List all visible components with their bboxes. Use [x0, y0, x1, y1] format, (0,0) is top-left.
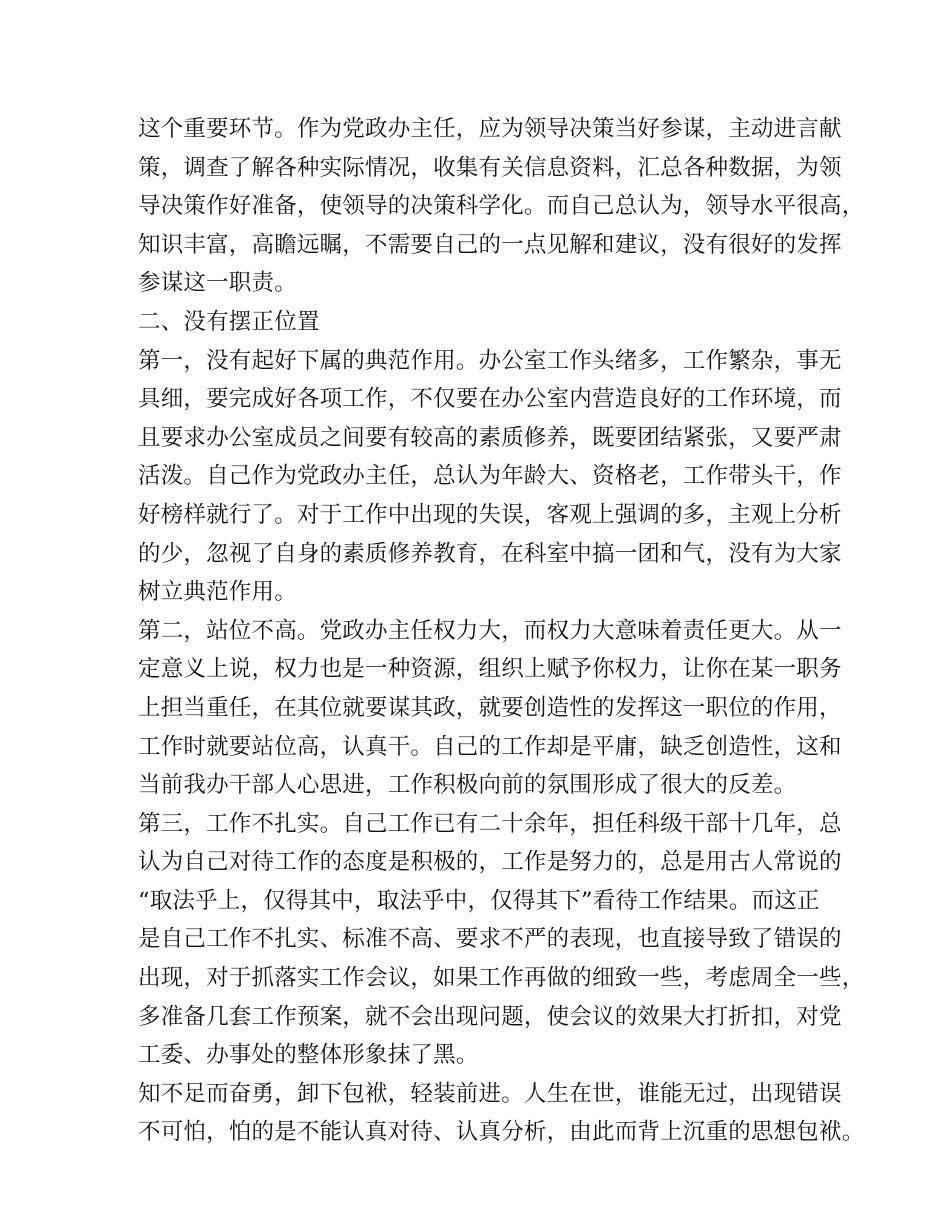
text-line: 第二，站位不高。党政办主任权力大，而权力大意味着责任更大。从一	[138, 617, 842, 644]
text-line: 多准备几套工作预案，就不会出现问题，使会议的效果大打折扣，对党	[138, 1003, 842, 1030]
text-line: 是自己工作不扎实、标准不高、要求不严的表现，也直接导致了错误的	[138, 926, 842, 953]
text-line: 导决策作好准备，使领导的决策科学化。而自己总认为，领导水平很高，	[138, 193, 865, 220]
text-line: 参谋这一职责。	[138, 270, 297, 297]
section-heading: 二、没有摆正位置	[138, 308, 320, 335]
text-line: 的少，忽视了自身的素质修养教育，在科室中搞一团和气，没有为大家	[138, 540, 842, 567]
text-line: “取法乎上，仅得其中，取法乎中，仅得其下”看待工作结果。而这正	[138, 887, 820, 914]
text-line: 活泼。自己作为党政办主任，总认为年龄大、资格老，工作带头干，作	[138, 463, 842, 490]
text-line: 具细，要完成好各项工作，不仅要在办公室内营造良好的工作环境，而	[138, 386, 842, 413]
text-line: 不可怕，怕的是不能认真对待、认真分析，由此而背上沉重的思想包袱。	[138, 1119, 865, 1146]
text-line: 且要求办公室成员之间要有较高的素质修养，既要团结紧张，又要严肃	[138, 424, 842, 451]
text-line: 出现，对于抓落实工作会议，如果工作再做的细致一些，考虑周全一些，	[138, 965, 865, 992]
text-line: 知不足而奋勇，卸下包袱，轻装前进。人生在世，谁能无过，出现错误	[138, 1080, 842, 1107]
document-body	[138, 110, 865, 1152]
text-line: 当前我办干部人心思进，工作积极向前的氛围形成了很大的反差。	[138, 772, 797, 799]
text-line: 工委、办事处的整体形象抹了黑。	[138, 1042, 479, 1069]
text-line: 工作时就要站位高，认真干。自己的工作却是平庸，缺乏创造性，这和	[138, 733, 842, 760]
text-line: 第三，工作不扎实。自己工作已有二十余年，担任科级干部十几年，总	[138, 810, 842, 837]
text-line: 定意义上说，权力也是一种资源，组织上赋予你权力，让你在某一职务	[138, 656, 842, 683]
text-line: 第一，没有起好下属的典范作用。办公室工作头绪多，工作繁杂，事无	[138, 347, 842, 374]
text-line: 上担当重任，在其位就要谋其政，就要创造性的发挥这一职位的作用，	[138, 694, 842, 721]
text-line: 这个重要环节。作为党政办主任，应为领导决策当好参谋，主动进言献	[138, 116, 842, 142]
text-line: 策，调查了解各种实际情况，收集有关信息资料，汇总各种数据，为领	[138, 154, 842, 181]
text-line: 知识丰富，高瞻远瞩，不需要自己的一点见解和建议，没有很好的发挥	[138, 231, 842, 258]
text-line: 好榜样就行了。对于工作中出现的失误，客观上强调的多，主观上分析	[138, 501, 842, 528]
text-line: 树立典范作用。	[138, 579, 297, 606]
text-line: 认为自己对待工作的态度是积极的，工作是努力的，总是用古人常说的	[138, 849, 842, 876]
